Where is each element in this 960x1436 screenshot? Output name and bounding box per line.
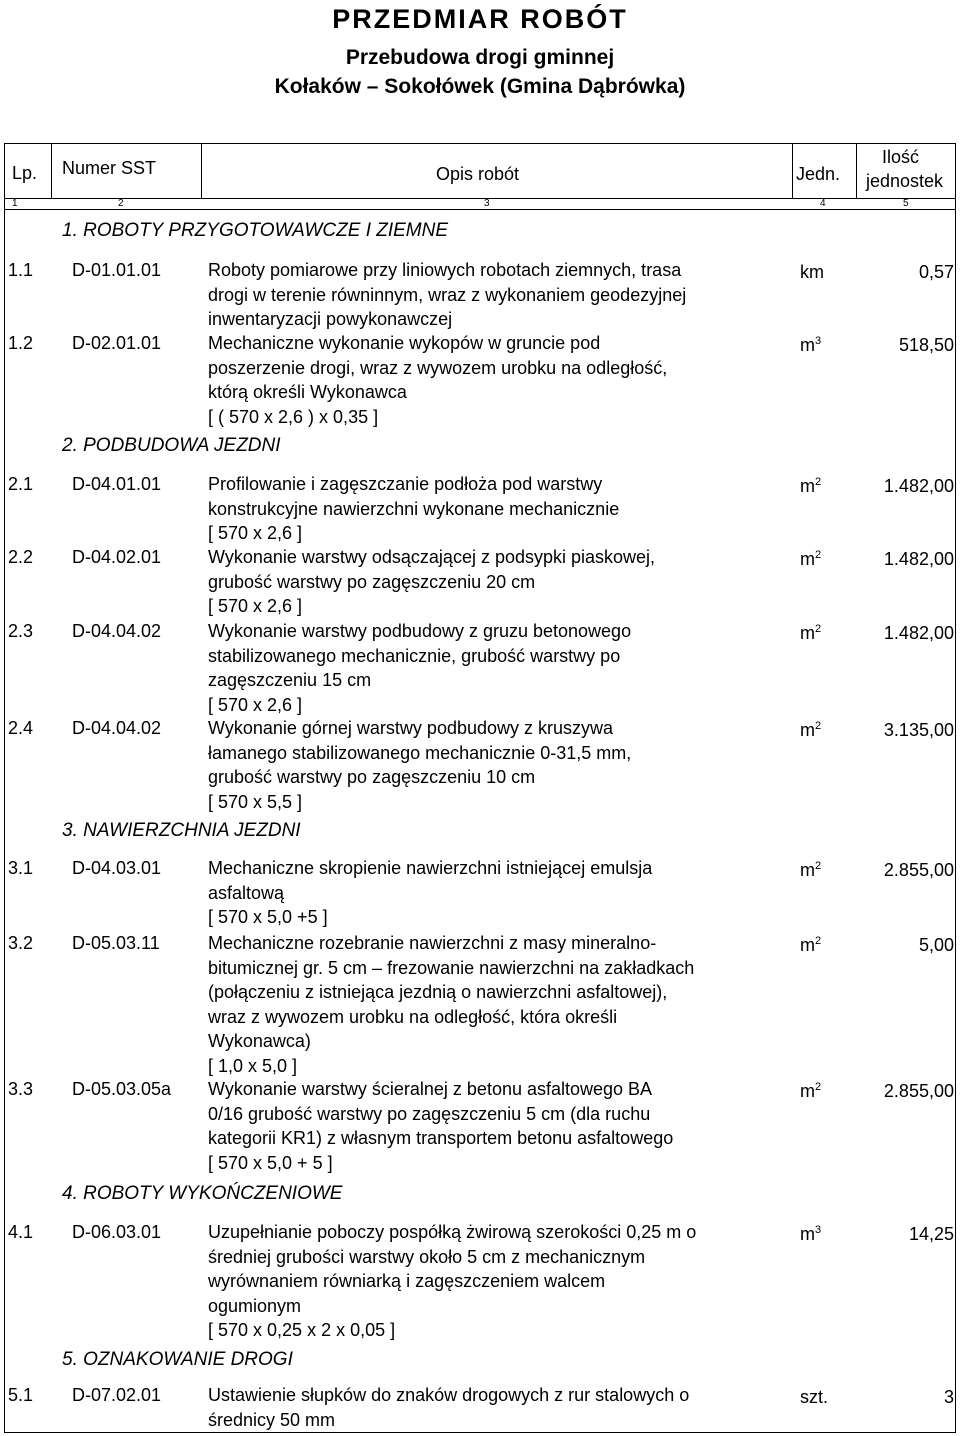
- description-line: bitumicznej gr. 5 cm – frezowanie nawierzchni na zakładkach: [208, 957, 695, 978]
- index-5: 5: [903, 198, 909, 209]
- row-description: [208, 1077, 788, 1175]
- description-line: Roboty pomiarowe przy liniowych robotach ziemnych, trasa: [208, 260, 682, 280]
- description-line: [ 570 x 2,6 ]: [208, 596, 303, 616]
- header-quantity-line1: Ilość: [882, 147, 920, 167]
- row-lp: 5.1: [8, 1385, 34, 1405]
- column-divider-unit-header: [856, 143, 857, 199]
- description-line: średniej grubości warstwy około 5 cm z mechanicznym: [208, 1246, 646, 1267]
- document-location: Kołaków – Sokołówek (Gmina Dąbrówka): [274, 75, 686, 98]
- description-line: Uzupełnianie poboczy pospółką żwirową szerokości 0,25 m o: [208, 1222, 697, 1242]
- row-sst-number: D-05.03.05a: [72, 1079, 172, 1099]
- row-unit: [800, 621, 860, 646]
- row-lp: 3.2: [8, 933, 34, 953]
- description-line: drogi w terenie równinnym, wraz z wykonaniem geodezyjnej: [208, 284, 687, 305]
- header-quantity-line2: jednostek: [866, 171, 944, 191]
- section-heading: 2. PODBUDOWA JEZDNI: [62, 435, 281, 456]
- row-quantity: 14,25: [908, 1224, 954, 1244]
- description-line: [ 570 x 5,0 + 5 ]: [208, 1152, 333, 1173]
- description-line: wyrównaniem równiarką i zagęszczeniem walcem: [208, 1271, 606, 1291]
- section-heading: 3. NAWIERZCHNIA JEZDNI: [62, 820, 301, 841]
- index-4: 4: [820, 198, 826, 209]
- row-quantity: 1.482,00: [883, 549, 954, 569]
- description-line: [ 570 x 5,5 ]: [208, 791, 303, 812]
- description-line: [ 570 x 0,25 x 2 x 0,05 ]: [208, 1320, 396, 1340]
- row-sst-number: D-01.01.01: [72, 260, 162, 280]
- description-line: [ 570 x 2,6 ]: [208, 523, 303, 543]
- row-quantity: 3: [943, 1387, 954, 1407]
- row-description: [208, 258, 788, 332]
- description-line: Mechaniczne wykonanie wykopów w gruncie pod: [208, 333, 601, 353]
- unit-exponent: 2: [815, 476, 822, 488]
- row-sst-number: D-07.02.01: [72, 1385, 162, 1405]
- description-line: stabilizowanego mechanicznie, grubość warstwy po: [208, 645, 621, 666]
- description-line: (połączeniu z istniejąca jezdnią o nawierzchni asfaltowej),: [208, 982, 668, 1002]
- unit-symbol: km: [800, 262, 824, 282]
- row-lp: 2.2: [8, 547, 34, 567]
- description-line: [ 1,0 x 5,0 ]: [208, 1055, 298, 1076]
- column-divider-sst-header: [201, 143, 202, 199]
- unit-symbol: m: [800, 623, 815, 643]
- row-quantity: 2.855,00: [883, 860, 954, 880]
- table-border-right: [955, 143, 956, 1433]
- description-line: [ 570 x 5,0 +5 ]: [208, 907, 328, 927]
- description-line: [ 570 x 2,6 ]: [208, 694, 303, 715]
- header-divider: [4, 198, 956, 199]
- row-sst-number: D-04.04.02: [72, 621, 162, 641]
- row-sst-number: D-05.03.11: [72, 933, 160, 953]
- description-line: ogumionym: [208, 1295, 302, 1316]
- row-sst-number: D-04.04.02: [72, 718, 162, 738]
- description-line: konstrukcyjne nawierzchni wykonane mechanicznie: [208, 498, 620, 519]
- row-unit: [800, 718, 860, 743]
- unit-symbol: m: [800, 720, 815, 740]
- row-unit: [800, 333, 860, 358]
- row-description: [208, 931, 788, 1078]
- description-line: Wykonanie warstwy odsączającej z podsypki piaskowej,: [208, 547, 656, 567]
- header-description: Opis robót: [436, 164, 520, 184]
- row-quantity: 2.855,00: [883, 1081, 954, 1101]
- row-description: [208, 619, 788, 717]
- row-sst-number: D-02.01.01: [72, 333, 162, 353]
- index-row-divider: [4, 209, 956, 210]
- row-sst-number: D-06.03.01: [72, 1222, 162, 1242]
- row-unit: [800, 858, 860, 883]
- description-line: średnicy 50 mm: [208, 1409, 336, 1430]
- column-divider-desc-header: [792, 143, 793, 199]
- row-description: [208, 545, 788, 619]
- unit-symbol: m: [800, 476, 815, 496]
- column-divider-lp-header: [51, 143, 52, 199]
- row-lp: 4.1: [8, 1222, 34, 1242]
- row-lp: 1.1: [8, 260, 34, 280]
- unit-exponent: 2: [815, 549, 822, 561]
- row-sst-number: D-04.01.01: [72, 474, 162, 494]
- table-border-bottom: [4, 1432, 956, 1433]
- row-lp: 3.1: [8, 858, 34, 878]
- unit-exponent: 2: [815, 1081, 822, 1093]
- unit-exponent: 3: [815, 335, 822, 347]
- row-quantity: 0,57: [918, 262, 954, 282]
- row-description: [208, 1220, 788, 1343]
- description-line: Profilowanie i zagęszczanie podłoża pod warstwy: [208, 474, 603, 494]
- row-quantity: 1.482,00: [883, 476, 954, 496]
- row-unit: [800, 1385, 860, 1410]
- description-line: inwentaryzacji powykonawczej: [208, 309, 453, 329]
- unit-symbol: m: [800, 335, 815, 355]
- row-lp: 1.2: [8, 333, 34, 353]
- description-line: Wykonawca): [208, 1031, 311, 1051]
- description-line: łamanego stabilizowanego mechanicznie 0-31,5 mm,: [208, 742, 632, 763]
- description-line: Wykonanie warstwy podbudowy z gruzu betonowego: [208, 621, 632, 641]
- header-unit: Jedn.: [796, 164, 841, 184]
- row-unit: [800, 547, 860, 572]
- row-lp: 3.3: [8, 1079, 34, 1099]
- document-title: PRZEDMIAR ROBÓT: [332, 4, 628, 34]
- table-border-left: [4, 143, 5, 1433]
- header-lp: Lp.: [12, 163, 38, 183]
- index-3: 3: [484, 198, 490, 209]
- header-sst: Numer SST: [62, 158, 157, 178]
- unit-symbol: m: [800, 935, 815, 955]
- section-heading: 5. OZNAKOWANIE DROGI: [62, 1349, 293, 1370]
- row-description: [208, 472, 788, 546]
- description-line: zagęszczeniu 15 cm: [208, 670, 372, 690]
- unit-symbol: m: [800, 860, 815, 880]
- description-line: poszerzenie drogi, wraz z wywozem urobku na odległość,: [208, 357, 668, 378]
- row-quantity: 5,00: [918, 935, 954, 955]
- description-line: wraz z wywozem urobku na odległość, która określi: [208, 1006, 618, 1027]
- unit-exponent: 2: [815, 860, 822, 872]
- description-line: asfaltową: [208, 882, 285, 903]
- index-1: 1: [12, 198, 18, 209]
- description-line: Ustawienie słupków do znaków drogowych z rur stalowych o: [208, 1385, 690, 1405]
- description-line: grubość warstwy po zagęszczeniu 10 cm: [208, 767, 536, 787]
- unit-symbol: szt.: [800, 1387, 829, 1407]
- row-description: [208, 331, 788, 429]
- description-line: Mechaniczne skropienie nawierzchni istniejącej emulsja: [208, 858, 653, 878]
- description-line: Wykonanie górnej warstwy podbudowy z kruszywa: [208, 718, 614, 738]
- row-lp: 2.4: [8, 718, 34, 738]
- row-description: [208, 1383, 788, 1432]
- description-line: [ ( 570 x 2,6 ) x 0,35 ]: [208, 406, 379, 427]
- row-unit: [800, 260, 860, 285]
- row-unit: [800, 1222, 860, 1247]
- description-line: Mechaniczne rozebranie nawierzchni z masy mineralno-: [208, 933, 657, 953]
- description-line: Wykonanie warstwy ścieralnej z betonu asfaltowego BA: [208, 1079, 653, 1099]
- row-quantity: 518,50: [898, 335, 954, 355]
- row-description: [208, 856, 788, 930]
- description-line: którą określi Wykonawca: [208, 382, 407, 402]
- row-lp: 2.1: [8, 474, 34, 494]
- section-heading: 1. ROBOTY PRZYGOTOWAWCZE I ZIEMNE: [62, 220, 449, 241]
- description-line: grubość warstwy po zagęszczeniu 20 cm: [208, 571, 536, 592]
- row-quantity: 1.482,00: [883, 623, 954, 643]
- unit-exponent: 2: [815, 935, 822, 947]
- row-quantity: 3.135,00: [883, 720, 954, 740]
- unit-symbol: m: [800, 1081, 815, 1101]
- row-description: [208, 716, 788, 814]
- row-unit: [800, 1079, 860, 1104]
- row-unit: [800, 933, 860, 958]
- row-sst-number: D-04.02.01: [72, 547, 162, 567]
- unit-exponent: 3: [815, 1224, 822, 1236]
- unit-symbol: m: [800, 549, 815, 569]
- unit-exponent: 2: [815, 720, 822, 732]
- row-sst-number: D-04.03.01: [72, 858, 162, 878]
- unit-exponent: 2: [815, 623, 822, 635]
- unit-symbol: m: [800, 1224, 815, 1244]
- row-lp: 2.3: [8, 621, 34, 641]
- section-heading: 4. ROBOTY WYKOŃCZENIOWE: [62, 1183, 343, 1204]
- document-subtitle: Przebudowa drogi gminnej: [345, 46, 615, 69]
- description-line: 0/16 grubość warstwy po zagęszczeniu 5 cm (dla ruchu: [208, 1103, 651, 1124]
- index-2: 2: [118, 198, 124, 209]
- row-unit: [800, 474, 860, 499]
- table-border-top: [4, 143, 956, 144]
- description-line: kategorii KR1) z własnym transportem betonu asfaltowego: [208, 1128, 674, 1148]
